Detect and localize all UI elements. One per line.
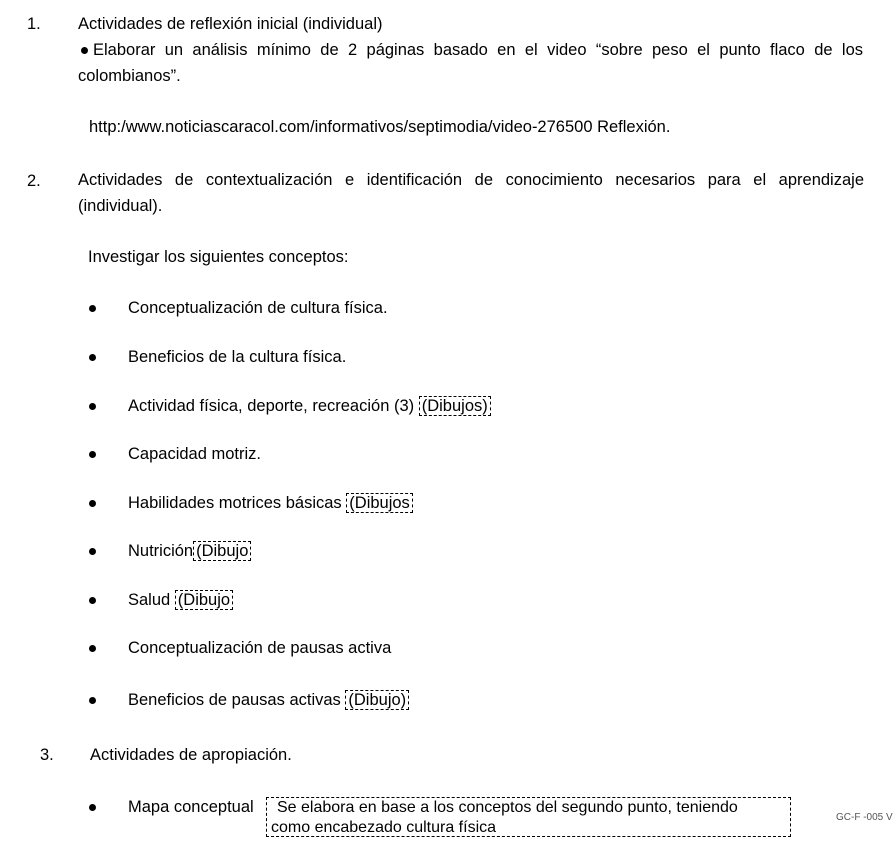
list-item-text: Salud (128, 591, 171, 609)
drawing-note: (Dibujos (346, 493, 413, 513)
bullet-icon (89, 354, 96, 361)
section1-bullet-line2: colombianos”. (78, 67, 181, 85)
section1-title: Actividades de reflexión inicial (individual) (78, 15, 383, 33)
bullet-icon (81, 47, 88, 54)
mapa-conceptual-label: Mapa conceptual (128, 798, 254, 816)
bullet-icon (89, 548, 96, 555)
section3-title: Actividades de apropiación. (90, 746, 292, 764)
section3-number: 3. (40, 746, 54, 764)
list-item-text: Nutrición (128, 542, 194, 560)
list-item-text: Beneficios de pausas activas (128, 691, 341, 709)
section1-link: http:/www.noticiascaracol.com/informativos/septimodia/video-276500 Reflexión. (89, 118, 671, 136)
section1-number: 1. (27, 15, 41, 33)
list-item (128, 492, 413, 514)
bullet-icon (89, 804, 96, 811)
drawing-note: (Dibujo (193, 541, 251, 561)
list-item (128, 346, 346, 368)
list-item-text: Actividad física, deporte, recreación (3) (128, 397, 415, 415)
list-item (128, 443, 261, 465)
mapa-conceptual-callout (266, 797, 791, 837)
bullet-icon (89, 597, 96, 604)
callout-line2: como encabezado cultura física (271, 819, 497, 836)
document-code: GC-F -005 V (836, 812, 893, 823)
list-item (128, 297, 388, 319)
list-item-text: Conceptualización de pausas activa (128, 639, 392, 657)
bullet-icon (89, 451, 96, 458)
bullet-icon (89, 305, 96, 312)
bullet-icon (89, 500, 96, 507)
list-item (128, 540, 251, 562)
bullet-icon (89, 645, 96, 652)
drawing-note: (Dibujo) (345, 690, 409, 710)
drawing-note: (Dibujos) (419, 396, 491, 416)
list-item-text: Beneficios de la cultura física. (128, 348, 347, 366)
list-item (128, 395, 491, 417)
section2-title-line1: Actividades de contextualización e identificación de conocimiento necesarios para el aprendizaje (78, 171, 864, 189)
section2-title-line2: (individual). (78, 197, 163, 215)
list-item-text: Habilidades motrices básicas (128, 494, 342, 512)
section1-bullet-line1: Elaborar un análisis mínimo de 2 páginas basado en el video “sobre peso el punto flaco de los (93, 41, 863, 59)
section2-number: 2. (27, 172, 41, 190)
callout-line1: Se elabora en base a los conceptos del segundo punto, teniendo (277, 799, 738, 816)
list-item-text: Conceptualización de cultura física. (128, 299, 388, 317)
list-item (128, 637, 391, 659)
list-item-text: Capacidad motriz. (128, 445, 261, 463)
list-item (128, 689, 409, 711)
bullet-icon (89, 403, 96, 410)
drawing-note: (Dibujo (175, 590, 233, 610)
section2-intro: Investigar los siguientes conceptos: (88, 248, 349, 266)
list-item (128, 589, 233, 611)
bullet-icon (89, 697, 96, 704)
